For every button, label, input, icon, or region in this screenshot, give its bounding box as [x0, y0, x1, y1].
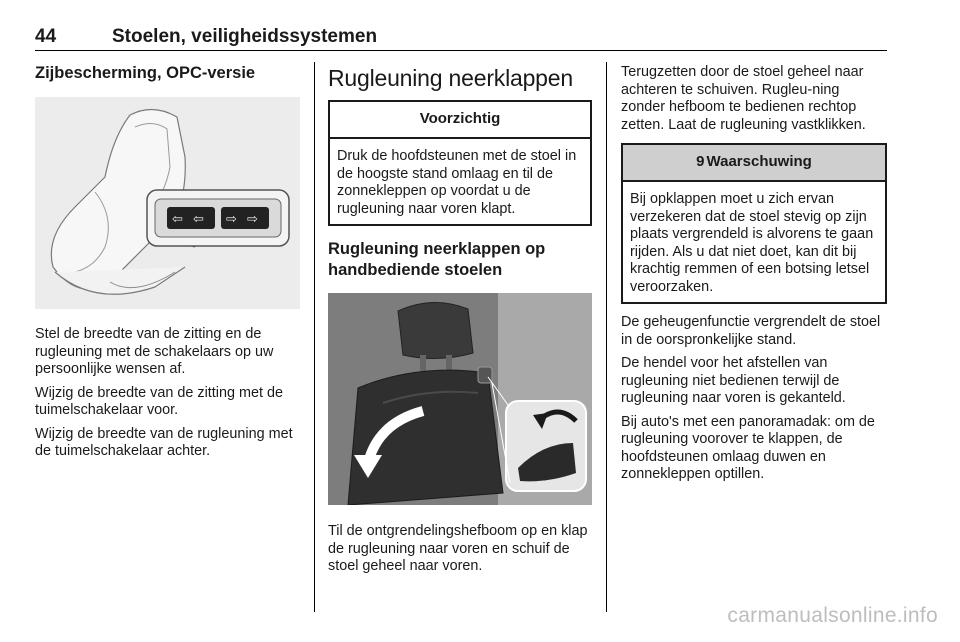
body-paragraph: Wijzig de breedte van de rugleuning met de tuimelschakelaar achter. — [35, 425, 293, 459]
warning-title — [623, 145, 885, 182]
caution-title: Voorzichtig — [330, 102, 590, 139]
warning-box — [621, 143, 887, 304]
watermark: carmanualsonline.info — [727, 604, 938, 627]
warning-body: Bij opklappen moet u zich ervan verzekeren dat de stoel stevig op zijn plaats vergrendeld is alvorens te gaan rijden. Als u dat niet doet, kan dit bij krachtig remmen of een botsing letsel veroorzaken. — [630, 191, 874, 295]
backrest-fold-illustration-icon — [328, 293, 592, 505]
header-rule — [35, 50, 887, 51]
body-paragraph: De hendel voor het afstellen van rugleuning niet bedienen terwijl de rugleuning naar voren is gekanteld. — [621, 355, 846, 406]
body-paragraph: Bij auto's met een panoramadak: om de rugleuning voorover te klappen, de hoofdsteunen omlaag duwen en zonnekleppen optillen. — [621, 413, 875, 482]
column-1 — [35, 63, 300, 467]
section-heading-side-support: Zijbescherming, OPC-versie — [35, 64, 256, 82]
caution-body: Druk de hoofdsteunen met de stoel in de hoogste stand omlaag en til de zonnekleppen op voordat u de rugleuning naar voren klapt. — [337, 148, 577, 217]
body-paragraph: Stel de breedte van de zitting en de rugleuning met de schakelaars op uw persoonlijke wensen af. — [35, 326, 274, 377]
body-paragraph: Terugzetten door de stoel geheel naar achteren te schuiven. Rugleu-ning zonder hefboom te bedienen rechtop zetten. Laat de rugleuning vastklikken. — [621, 64, 866, 133]
column-divider-2 — [606, 62, 607, 612]
column-2 — [328, 63, 592, 582]
fold-backrest-illustration — [328, 293, 592, 505]
warning-title-text: Waarschuwing — [706, 153, 812, 170]
column-3 — [621, 64, 887, 490]
svg-text:⇦: ⇦ — [172, 212, 183, 227]
svg-text:⇦: ⇦ — [193, 212, 204, 227]
body-paragraph: Til de ontgrendelingshefboom op en klap de rugleuning naar voren en schuif de stoel geheel naar voren. — [328, 523, 588, 574]
body-paragraph: De geheugenfunctie vergrendelt de stoel in de oorspronkelijke stand. — [621, 314, 881, 348]
seat-side-support-illustration — [35, 97, 300, 309]
page-number: 44 — [35, 26, 57, 47]
body-paragraph: Wijzig de breedte van de zitting met de tuimelschakelaar voor. — [35, 384, 283, 418]
seat-switch-illustration-icon — [35, 97, 300, 309]
warning-icon: 9 — [696, 153, 705, 170]
svg-text:⇨: ⇨ — [226, 212, 237, 227]
caution-box — [328, 100, 592, 226]
subheading-manual-seats: Rugleuning neerklappen op handbediende stoelen — [328, 240, 546, 279]
svg-text:⇨: ⇨ — [247, 212, 258, 227]
running-head: Stoelen, veiligheidssystemen — [112, 26, 378, 47]
section-heading-fold-backrest: Rugleuning neerklappen — [328, 65, 573, 91]
column-divider-1 — [314, 62, 315, 612]
